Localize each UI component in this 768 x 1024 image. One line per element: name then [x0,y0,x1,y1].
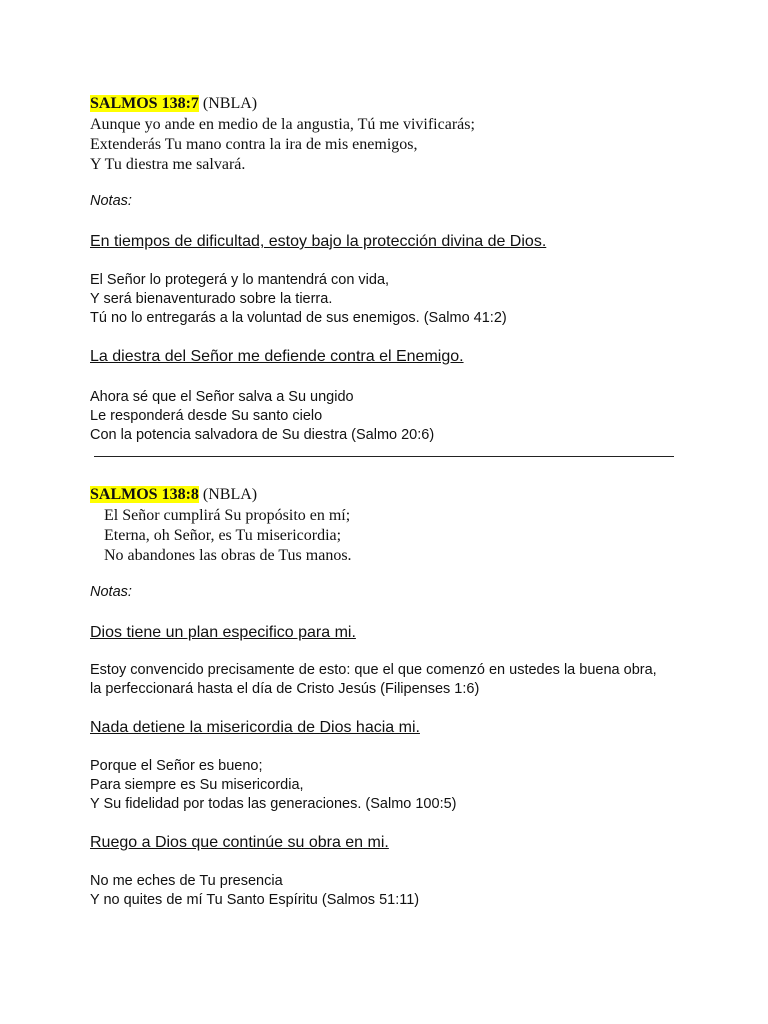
text-line: Ahora sé que el Señor salva a Su ungido [90,389,354,405]
verse-line: Aunque yo ande en medio de la angustia, Tú me vivificarás; [90,116,475,133]
section1-point1-text [90,271,507,328]
section1-point1-title: En tiempos de dificultad, estoy bajo la protección divina de Dios. [90,233,547,250]
text-line: Y será bienaventurado sobre la tierra. [90,291,333,307]
section2-point3-text [90,872,419,910]
text-line: Porque el Señor es bueno; [90,758,263,774]
verse-line: No abandones las obras de Tus manos. [104,547,352,564]
section2-version: (NBLA) [202,486,258,503]
section1-point2-text [90,388,434,445]
section1-notes-label: Notas: [90,193,132,209]
text-line: Tú no lo entregarás a la voluntad de sus enemigos. (Salmo 41:2) [90,310,507,326]
text-line: Le responderá desde Su santo cielo [90,408,323,424]
verse-line: El Señor cumplirá Su propósito en mí; [104,507,351,524]
text-line: Estoy convencido precisamente de esto: que el que comenzó en ustedes la buena obra, [90,662,657,678]
verse-line: Y Tu diestra me salvará. [90,156,246,173]
text-line: El Señor lo protegerá y lo mantendrá con vida, [90,272,390,288]
section1-point2-title: La diestra del Señor me defiende contra el Enemigo. [90,348,464,365]
verse-line: Eterna, oh Señor, es Tu misericordia; [104,527,342,544]
section2-point1-title: Dios tiene un plan especifico para mi. [90,624,356,641]
section-divider [94,456,674,457]
section2-notes-label: Notas: [90,584,132,600]
section2-reference: SALMOS 138:8 [90,486,199,503]
section1-heading [90,94,257,114]
section2-heading [90,485,257,505]
section1-version: (NBLA) [202,95,258,112]
text-line: la perfeccionará hasta el día de Cristo Jesús (Filipenses 1:6) [90,681,480,697]
section1-reference: SALMOS 138:7 [90,95,199,112]
text-line: Y Su fidelidad por todas las generaciones. (Salmo 100:5) [90,796,457,812]
text-line: Con la potencia salvadora de Su diestra (Salmo 20:6) [90,427,435,443]
section2-point3-title: Ruego a Dios que continúe su obra en mi. [90,834,389,851]
text-line: Y no quites de mí Tu Santo Espíritu (Salmos 51:11) [90,892,420,908]
verse-line: Extenderás Tu mano contra la ira de mis enemigos, [90,136,418,153]
section1-verse [90,115,475,175]
section2-point1-text [90,661,657,699]
text-line: Para siempre es Su misericordia, [90,777,304,793]
text-line: No me eches de Tu presencia [90,873,283,889]
section2-verse [104,506,352,566]
section2-point2-title: Nada detiene la misericordia de Dios hacia mi. [90,719,420,736]
section2-point2-text [90,757,457,814]
